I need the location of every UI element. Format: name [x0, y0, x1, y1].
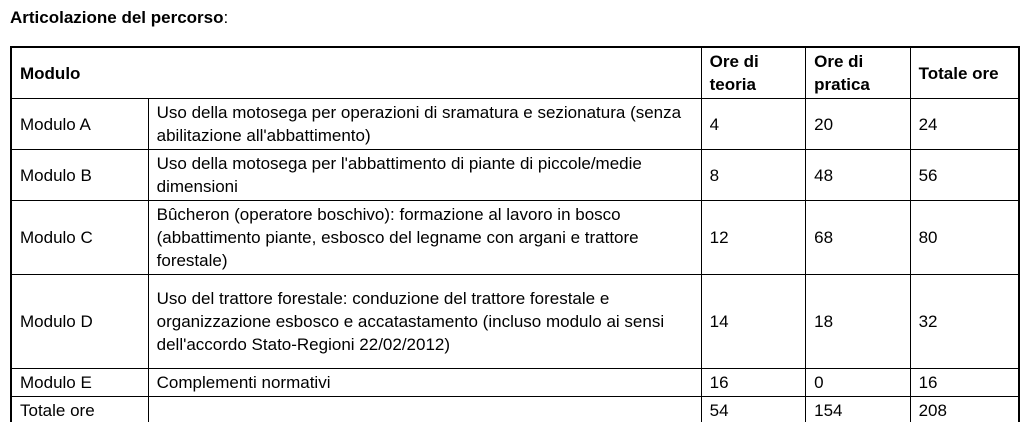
ore-pratica-value: 0: [806, 369, 910, 397]
module-name: Modulo D: [11, 275, 148, 369]
module-description: Uso della motosega per operazioni di sramatura e sezionatura (senza abilitazione all'abbattimento): [148, 99, 701, 150]
page-title-colon: :: [223, 8, 229, 27]
ore-pratica-value: 48: [806, 150, 910, 201]
ore-pratica-value: 20: [806, 99, 910, 150]
module-name: Modulo E: [11, 369, 148, 397]
module-description: Uso del trattore forestale: conduzione del trattore forestale e organizzazione esbosco e accatastamento (incluso modulo ai sensi dell'accordo Stato-Regioni 22/02/2012): [148, 275, 701, 369]
totale-ore-value: 32: [910, 275, 1019, 369]
table-row: [11, 275, 1019, 369]
ore-teoria-value: 4: [701, 99, 805, 150]
total-row: [11, 397, 1019, 422]
total-ore-teoria-value: 54: [701, 397, 805, 422]
total-ore-value: 208: [910, 397, 1019, 422]
table-row: [11, 150, 1019, 201]
ore-pratica-value: 18: [806, 275, 910, 369]
totale-ore-value: 16: [910, 369, 1019, 397]
ore-teoria-value: 16: [701, 369, 805, 397]
course-modules-table: [10, 46, 1020, 422]
ore-teoria-value: 8: [701, 150, 805, 201]
header-ore-teoria: Ore di teoria: [701, 47, 805, 99]
table-row: [11, 99, 1019, 150]
totale-ore-value: 80: [910, 201, 1019, 275]
ore-teoria-value: 14: [701, 275, 805, 369]
header-totale-ore: Totale ore: [910, 47, 1019, 99]
ore-teoria-value: 12: [701, 201, 805, 275]
page-title: [10, 8, 1020, 28]
total-ore-pratica-value: 154: [806, 397, 910, 422]
module-description: Uso della motosega per l'abbattimento di piante di piccole/medie dimensioni: [148, 150, 701, 201]
total-row-label: Totale ore: [11, 397, 148, 422]
module-description: Complementi normativi: [148, 369, 701, 397]
module-name: Modulo A: [11, 99, 148, 150]
module-description: Bûcheron (operatore boschivo): formazione al lavoro in bosco (abbattimento piante, esbosco del legname con argani e trattore forestale): [148, 201, 701, 275]
header-modulo: Modulo: [11, 47, 701, 99]
table-header-row: [11, 47, 1019, 99]
totale-ore-value: 56: [910, 150, 1019, 201]
module-name: Modulo B: [11, 150, 148, 201]
ore-pratica-value: 68: [806, 201, 910, 275]
page-title-text: Articolazione del percorso: [10, 8, 224, 27]
header-ore-pratica: Ore di pratica: [806, 47, 910, 99]
totale-ore-value: 24: [910, 99, 1019, 150]
table-row: [11, 369, 1019, 397]
total-row-description: [148, 397, 701, 422]
table-row: [11, 201, 1019, 275]
module-name: Modulo C: [11, 201, 148, 275]
